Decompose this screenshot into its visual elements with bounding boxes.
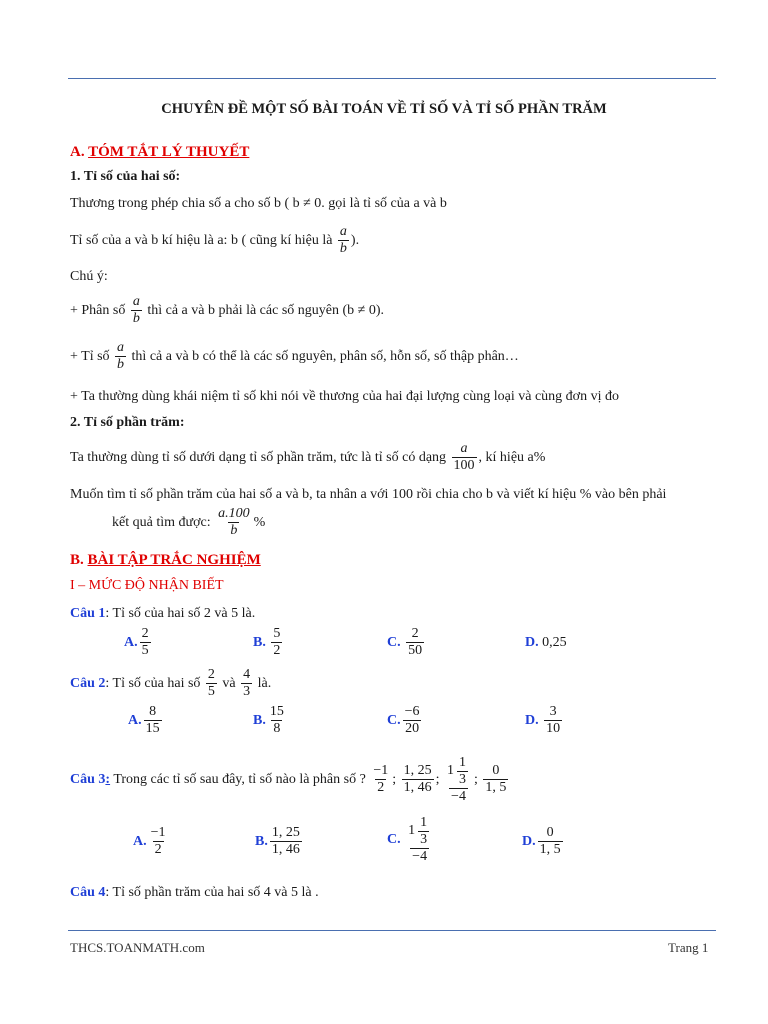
numerator: 1 (420, 814, 428, 830)
footer-page-number: Trang 1 (668, 940, 709, 955)
question-2-label: Câu 2 (70, 676, 106, 691)
numerator: −1 (150, 825, 166, 841)
option-fraction (271, 626, 282, 659)
question-4-label: Câu 4 (70, 885, 106, 900)
numerator: a.100 (218, 506, 250, 522)
fraction-a-b (131, 294, 142, 327)
mixed-whole: 1 (447, 763, 454, 779)
denominator: −4 (412, 848, 428, 864)
notation-text: Tỉ số của a và b kí hiệu là a: b ( cũng kí hiệu là (70, 233, 333, 248)
section-a-label: TÓM TẮT LÝ THUYẾT (88, 144, 250, 160)
option-letter: C. (387, 832, 401, 847)
mixed-whole: 1 (408, 823, 416, 839)
section-a-prefix: A. (70, 144, 89, 160)
denominator: 5 (141, 643, 149, 659)
q1-option-d[interactable] (525, 634, 567, 652)
question-2-post: là. (257, 676, 272, 691)
heading-percent: 2. Tỉ số phần trăm: (70, 415, 185, 430)
q3-option-c[interactable] (387, 810, 435, 870)
fraction-note-pre: + Phân số (70, 303, 126, 318)
option-letter: D. (525, 635, 539, 650)
q2-option-d[interactable] (525, 702, 564, 740)
question-2 (70, 665, 271, 703)
denominator: b (132, 311, 140, 327)
fraction-neg1-2 (371, 763, 390, 796)
fraction-4-3 (241, 667, 252, 700)
denominator: 3 (420, 831, 428, 847)
numerator: 0 (546, 825, 554, 841)
q1-option-c[interactable] (387, 624, 426, 662)
numerator: a (339, 224, 347, 240)
q2-option-b[interactable] (253, 702, 288, 740)
question-3-text: Trong các tỉ số sau đây, tỉ số nào là phân số ? (110, 772, 366, 787)
numerator (445, 755, 472, 788)
numerator: 1, 25 (403, 763, 432, 779)
notation-end: ). (350, 233, 360, 248)
option-fraction (268, 704, 286, 737)
note-label: Chú ý: (70, 269, 108, 284)
option-fraction (406, 626, 424, 659)
paragraph-percent-form (70, 439, 545, 477)
mixed-fraction (457, 755, 468, 788)
denominator: 3 (243, 684, 251, 700)
option-fraction (140, 626, 151, 659)
numerator: 3 (549, 704, 557, 720)
option-letter: C. (387, 635, 401, 650)
denominator: 3 (459, 771, 466, 787)
option-letter: A. (128, 713, 142, 728)
fraction-mixed-over-neg4 (445, 755, 472, 805)
page-title: CHUYÊN ĐỀ MỘT SỐ BÀI TOÁN VỀ TỈ SỐ VÀ TỈ SỐ PHẦN TRĂM (161, 101, 607, 117)
denominator: 2 (154, 842, 162, 858)
numerator: −1 (373, 763, 389, 779)
numerator: a (460, 441, 468, 457)
denominator: 1, 46 (403, 780, 432, 796)
level-heading: I – MỨC ĐỘ NHẬN BIẾT (70, 578, 224, 593)
question-4-text: : Tỉ số phần trăm của hai số 4 và 5 là . (105, 885, 319, 900)
option-fraction (406, 815, 433, 865)
numerator: 2 (411, 626, 419, 642)
question-2-pre: : Tỉ số của hai số (105, 676, 201, 691)
numerator: 5 (273, 626, 281, 642)
option-letter: A. (124, 635, 138, 650)
option-letter: B. (253, 635, 266, 650)
fraction-125-146 (402, 763, 434, 796)
separator: ; (435, 772, 440, 787)
denominator: 20 (405, 721, 420, 737)
option-letter: A. (133, 834, 147, 849)
fraction-a-b (338, 224, 349, 257)
paragraph-percent-result (112, 504, 265, 542)
denominator: 5 (207, 684, 215, 700)
paragraph-fraction-note (70, 292, 384, 330)
numerator: 15 (269, 704, 284, 720)
question-3-label: Câu 3 (70, 772, 106, 787)
paragraph-notation (70, 222, 359, 260)
header-rule (68, 78, 716, 79)
fraction-2-5 (206, 667, 217, 700)
denominator: 1, 46 (271, 842, 300, 858)
denominator: 10 (546, 721, 561, 737)
denominator: 15 (145, 721, 160, 737)
option-fraction (538, 825, 563, 858)
percent-form-post: , kí hiệu a% (478, 450, 546, 465)
numerator: 4 (243, 667, 251, 683)
q3-option-b[interactable] (255, 822, 304, 862)
denominator: 1, 5 (539, 842, 561, 858)
denominator: b (230, 523, 238, 539)
question-4 (70, 884, 319, 902)
question-3-colon: : (105, 772, 111, 787)
numerator: 1 (459, 754, 466, 770)
option-letter: C. (387, 713, 401, 728)
denominator: 8 (273, 721, 281, 737)
ratio-note-pre: + Tỉ số (70, 349, 110, 364)
paragraph-ratio-note (70, 338, 519, 376)
section-b-heading (70, 551, 261, 569)
option-letter: D. (525, 713, 539, 728)
mixed-fraction (418, 815, 429, 848)
heading-ratio: 1. Tỉ số của hai số: (70, 169, 181, 184)
ratio-note-post: thì cả a và b có thể là các số nguyên, phân số, hỗn số, số thập phân… (131, 349, 519, 364)
q3-option-d[interactable] (522, 822, 565, 862)
denominator: 1, 5 (485, 780, 507, 796)
section-a-heading (70, 143, 249, 161)
footer-rule (68, 930, 716, 931)
section-b-label: BÀI TẬP TRẮC NGHIỆM (87, 552, 261, 568)
option-fraction (544, 704, 562, 737)
option-fraction (403, 704, 422, 737)
denominator: 50 (408, 643, 423, 659)
question-1 (70, 605, 255, 623)
percent-sign: % (253, 515, 266, 530)
percent-form-pre: Ta thường dùng tỉ số dưới dạng tỉ số phần trăm, tức là tỉ số có dạng (70, 450, 447, 465)
numerator: 8 (149, 704, 157, 720)
numerator: a (132, 294, 140, 310)
fraction-0-15 (483, 763, 508, 796)
denominator: 100 (453, 458, 475, 474)
denominator: b (117, 357, 125, 373)
q2-option-c[interactable] (387, 702, 424, 740)
denominator: 2 (377, 780, 385, 796)
option-fraction (149, 825, 168, 858)
separator: ; (392, 772, 397, 787)
numerator: 2 (141, 626, 149, 642)
denominator: 2 (273, 643, 281, 659)
section-b-prefix: B. (70, 552, 88, 568)
numerator: −6 (404, 704, 420, 720)
footer-site: THCS.TOANMATH.com (70, 940, 205, 955)
numerator: 2 (207, 667, 215, 683)
fraction-a-100 (452, 441, 477, 474)
denominator: b (339, 241, 347, 257)
question-1-label: Câu 1 (70, 606, 106, 621)
option-fraction (144, 704, 162, 737)
fraction-note-post: thì cả a và b phải là các số nguyên (b ≠ 0). (147, 303, 384, 318)
option-letter: B. (253, 713, 266, 728)
numerator: 1, 25 (271, 825, 300, 841)
option-value: 0,25 (538, 635, 567, 650)
numerator: 0 (492, 763, 500, 779)
q3-option-a[interactable] (133, 822, 170, 862)
q2-option-a[interactable] (128, 702, 164, 740)
percent-result-pre: kết quả tìm được: (112, 515, 211, 530)
fraction-a-b (115, 340, 126, 373)
question-2-mid: và (222, 676, 236, 691)
option-letter: B. (255, 834, 268, 849)
question-3 (70, 750, 510, 810)
paragraph-quantity-note: + Ta thường dùng khái niệm tỉ số khi nói về thương của hai đại lượng cùng loại và cùng đơn vị đo (70, 389, 619, 404)
paragraph-definition: Thương trong phép chia số a cho số b ( b ≠ 0. gọi là tỉ số của a và b (70, 196, 447, 211)
q1-option-b[interactable] (253, 624, 284, 662)
question-1-text: : Tỉ số của hai số 2 và 5 là. (105, 606, 256, 621)
paragraph-percent-method: Muốn tìm tỉ số phần trăm của hai số a và b, ta nhân a với 100 rồi chia cho b và viết kí hiệu % vào bên phải (70, 487, 667, 502)
q1-option-a[interactable] (124, 624, 153, 662)
option-fraction (270, 825, 302, 858)
denominator: −4 (451, 788, 466, 804)
option-letter: D. (522, 834, 536, 849)
numerator (406, 815, 433, 848)
fraction-a100-b (216, 506, 252, 539)
separator: ; (474, 772, 478, 787)
numerator: a (117, 340, 125, 356)
